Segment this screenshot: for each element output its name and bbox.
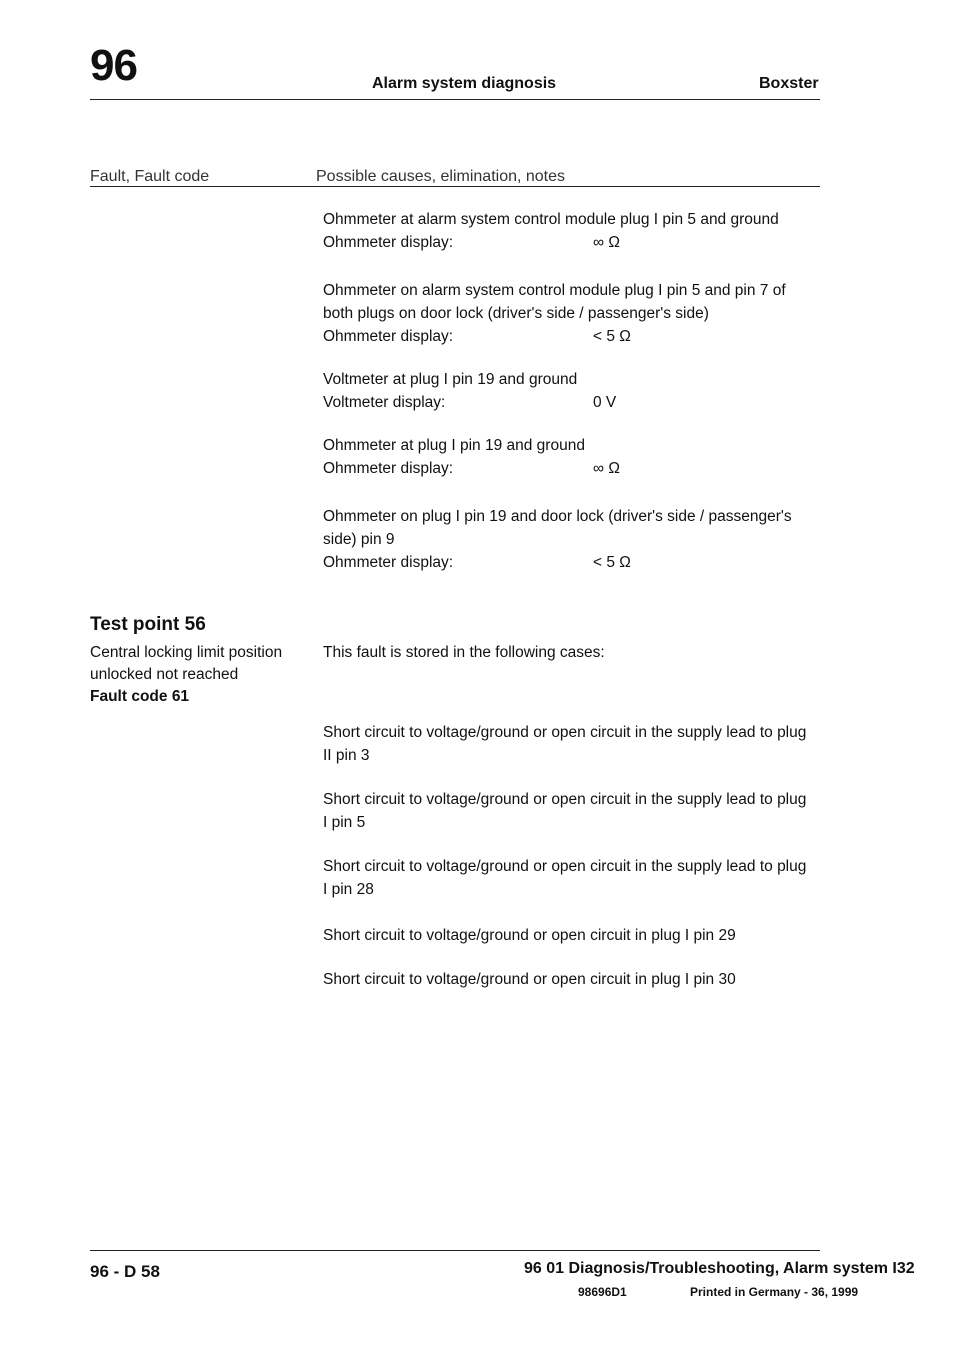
check-text: side) pin 9: [323, 531, 395, 548]
document-number: 98696D1: [578, 1285, 627, 1299]
cause-item: [323, 924, 736, 947]
check-value: 0 V: [593, 394, 617, 411]
check-text: Ohmmeter at plug I pin 19 and ground: [323, 437, 585, 454]
check-block-3: [323, 368, 616, 414]
column-header-fault: Fault, Fault code: [90, 168, 210, 185]
page-number: 96 - D 58: [90, 1262, 160, 1281]
cause-text: Short circuit to voltage/ground or open circuit in the supply lead to plug: [323, 791, 807, 808]
cause-item: [323, 968, 736, 991]
header-rule: [90, 99, 820, 100]
check-label: Ohmmeter display:: [323, 460, 454, 477]
check-label: Ohmmeter display:: [323, 554, 454, 571]
fault-code: Fault code 61: [90, 688, 190, 705]
test-point-desc-line: Central locking limit position: [90, 644, 283, 661]
test-point-description: [90, 642, 300, 708]
test-point-desc-line: unlocked not reached: [90, 666, 239, 683]
cause-text: I pin 5: [323, 814, 366, 831]
test-point-title: Test point 56: [90, 614, 206, 635]
cause-text: Short circuit to voltage/ground or open circuit in plug I pin 29: [323, 927, 736, 944]
check-text: Ohmmeter on plug I pin 19 and door lock (driver's side / passenger's: [323, 508, 792, 525]
check-block-2: [323, 279, 786, 348]
page-title: Alarm system diagnosis: [372, 75, 557, 92]
test-point-intro: This fault is stored in the following cases:: [323, 644, 605, 661]
model-name: Boxster: [759, 75, 819, 92]
column-header-rule: [90, 186, 820, 187]
check-value: < 5 Ω: [593, 328, 631, 345]
check-value: ∞ Ω: [593, 234, 620, 251]
cause-item: [323, 855, 806, 901]
check-label: Voltmeter display:: [323, 394, 446, 411]
section-title: 96 01 Diagnosis/Troubleshooting, Alarm system I32: [524, 1260, 915, 1277]
cause-text: I pin 28: [323, 881, 374, 898]
cause-item: [323, 788, 806, 834]
check-text: Ohmmeter at alarm system control module plug I pin 5 and ground: [323, 211, 779, 228]
cause-text: Short circuit to voltage/ground or open circuit in plug I pin 30: [323, 971, 736, 988]
cause-text: II pin 3: [323, 747, 370, 764]
column-header-causes: Possible causes, elimination, notes: [316, 168, 566, 185]
check-block-1: [323, 208, 779, 254]
cause-text: Short circuit to voltage/ground or open circuit in the supply lead to plug: [323, 724, 807, 741]
print-info: Printed in Germany - 36, 1999: [690, 1285, 859, 1299]
cause-text: Short circuit to voltage/ground or open circuit in the supply lead to plug: [323, 858, 807, 875]
check-label: Ohmmeter display:: [323, 328, 454, 345]
check-value: < 5 Ω: [593, 554, 631, 571]
check-text: Ohmmeter on alarm system control module plug I pin 5 and pin 7 of: [323, 282, 786, 299]
check-text: both plugs on door lock (driver's side / passenger's side): [323, 305, 709, 322]
chapter-number: 96: [90, 41, 137, 90]
check-value: ∞ Ω: [593, 460, 620, 477]
cause-item: [323, 721, 806, 767]
check-text: Voltmeter at plug I pin 19 and ground: [323, 371, 578, 388]
check-block-4: [323, 434, 620, 480]
check-block-5: [323, 505, 792, 574]
footer-rule: [90, 1250, 820, 1251]
check-label: Ohmmeter display:: [323, 234, 454, 251]
